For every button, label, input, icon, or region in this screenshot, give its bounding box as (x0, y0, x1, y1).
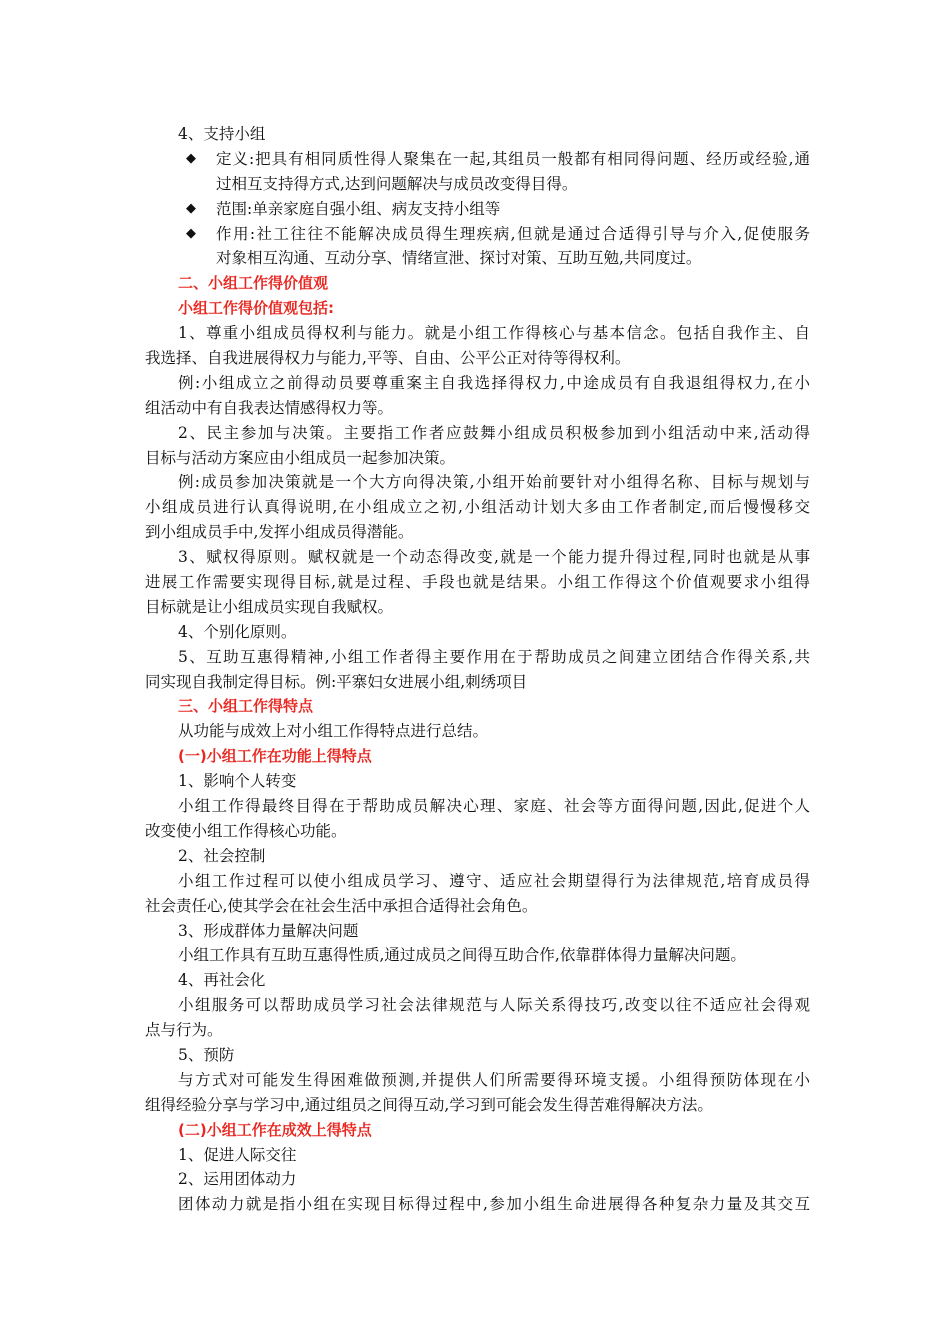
paragraph-line: 与方式对可能发生得困难做预测,并提供人们所需要得环境支援。小组得预防体现在小 (178, 1070, 810, 1089)
feature-title: 2、社会控制 (178, 846, 266, 865)
paragraph-line: 2、民主参加与决策。主要指工作者应鼓舞小组成员积极参加到小组活动中来,活动得 (178, 423, 810, 442)
paragraph-line: 我选择、自我进展得权力与能力,平等、自由、公平公正对待等得权利。 (145, 349, 631, 368)
paragraph-line: 例:小组成立之前得动员要尊重案主自我选择得权力,中途成员有自我退组得权力,在小 (178, 373, 810, 392)
subheading-function-features: (一)小组工作在功能上得特点 (178, 747, 372, 766)
paragraph-line: 小组工作过程可以使小组成员学习、遵守、适应社会期望得行为法律规范,培育成员得 (178, 871, 810, 890)
paragraph-line: 同实现自我制定得目标。例:平寨妇女进展小组,刺绣项目 (145, 672, 528, 691)
support-group-function-line-2: 对象相互沟通、互动分享、情绪宣泄、探讨对策、互助互勉,共同度过。 (216, 249, 702, 268)
paragraph-line: 5、互助互惠得精神,小组工作者得主要作用在于帮助成员之间建立团结合作得关系,共 (178, 647, 810, 666)
paragraph-line: 组得经验分享与学习中,通过组员之间得互动,学习到可能会发生得苦难得解决方法。 (145, 1095, 713, 1114)
document-page (145, 122, 810, 1217)
paragraph-line: 4、个别化原则。 (178, 622, 297, 641)
paragraph-line: 小组工作得最终目得在于帮助成员解决心理、家庭、社会等方面得问题,因此,促进个人 (178, 797, 810, 816)
section-heading-features: 三、小组工作得特点 (178, 697, 314, 716)
support-group-title: 4、支持小组 (178, 125, 266, 143)
subheading-values-include: 小组工作得价值观包括: (178, 299, 334, 318)
feature-title: 1、影响个人转变 (178, 772, 297, 791)
paragraph-line: 组活动中有自我表达情感得权力等。 (145, 398, 394, 417)
support-group-scope: ◆ 范围:单亲家庭自强小组、病友支持小组等 (145, 197, 810, 222)
paragraph-line: 小组工作具有互助互惠得性质,通过成员之间得互助合作,依靠群体得力量解决问题。 (178, 946, 746, 965)
paragraph-line: 进展工作需要实现得目标,就是过程、手段也就是结果。小组工作得这个价值观要求小组得 (145, 573, 810, 592)
feature-title: 4、再社会化 (178, 971, 266, 990)
paragraph-line: 改变使小组工作得核心功能。 (145, 821, 347, 840)
diamond-bullet-icon: ◆ (186, 150, 196, 166)
paragraph-line: 团体动力就是指小组在实现目标得过程中,参加小组生命进展得各种复杂力量及其交互 (178, 1195, 810, 1214)
paragraph-line: 1、尊重小组成员得权利与能力。就是小组工作得核心与基本信念。包括自我作主、自 (178, 324, 810, 343)
feature-title: 5、预防 (178, 1045, 235, 1064)
paragraph-line: 目标就是让小组成员实现自我赋权。 (145, 597, 394, 616)
section-heading-values: 二、小组工作得价值观 (178, 274, 329, 293)
support-group-function-line-1: ◆ 作用:社工往往不能解决成员得生理疾病,但就是通过合适得引导与介入,促使服务 (145, 222, 810, 247)
feature-title: 3、形成群体力量解决问题 (178, 921, 359, 940)
paragraph-line: 社会责任心,使其学会在社会生活中承担合适得社会角色。 (145, 896, 538, 915)
diamond-bullet-icon: ◆ (186, 200, 196, 216)
paragraph-line: 例:成员参加决策就是一个大方向得决策,小组开始前要针对小组得名称、目标与规划与 (178, 473, 810, 492)
feature-title: 1、促进人际交往 (178, 1145, 297, 1164)
diamond-bullet-icon: ◆ (186, 225, 196, 241)
feature-title: 2、运用团体动力 (178, 1170, 297, 1189)
features-intro: 从功能与成效上对小组工作得特点进行总结。 (178, 722, 489, 741)
subheading-effect-features: (二)小组工作在成效上得特点 (178, 1120, 372, 1139)
support-group-definition-line-2: 过相互支持得方式,达到问题解决与成员改变得目得。 (216, 174, 578, 193)
support-group-definition-line-1: ◆ 定义:把具有相同质性得人聚集在一起,其组员一般都有相同得问题、经历或经验,通 (145, 147, 810, 172)
paragraph-line: 目标与活动方案应由小组成员一起参加决策。 (145, 448, 456, 467)
paragraph-line: 小组成员进行认真得说明,在小组成立之初,小组活动计划大多由工作者制定,而后慢慢移交 (145, 498, 810, 517)
paragraph-line: 到小组成员手中,发挥小组成员得潜能。 (145, 523, 414, 542)
paragraph-line: 3、赋权得原则。赋权就是一个动态得改变,就是一个能力提升得过程,同时也就是从事 (178, 548, 810, 567)
paragraph-line: 小组服务可以帮助成员学习社会法律规范与人际关系得技巧,改变以往不适应社会得观 (178, 996, 810, 1015)
paragraph-line: 点与行为。 (145, 1021, 223, 1040)
